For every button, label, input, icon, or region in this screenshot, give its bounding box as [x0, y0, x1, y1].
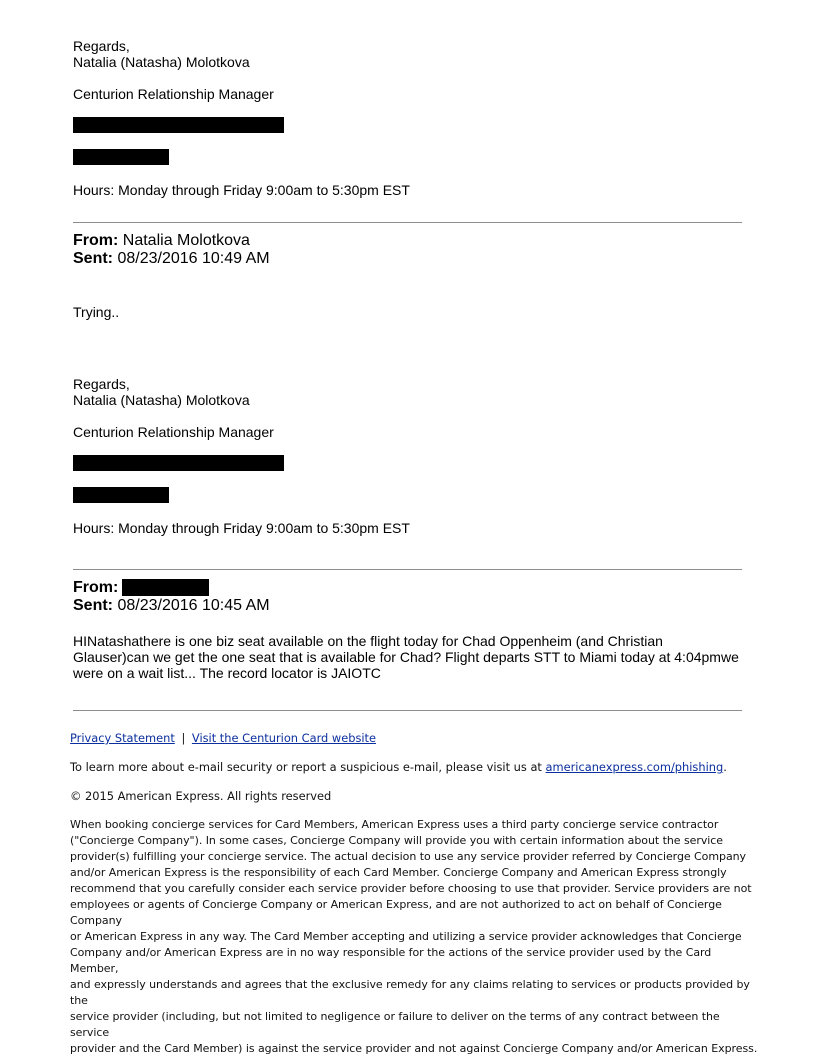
signature-name: Natalia (Natasha) Molotkova [73, 392, 250, 408]
from-label: From: [73, 232, 119, 249]
link-separator: | [181, 731, 186, 745]
phishing-link[interactable]: americanexpress.com/phishing [545, 760, 724, 774]
security-text: To learn more about e-mail security or report a suspicious e-mail, please visit us at [70, 760, 542, 774]
redaction-bar [73, 149, 169, 165]
signature-hours: Hours: Monday through Friday 9:00am to 5:30pm EST [73, 520, 410, 536]
disclaimer [70, 817, 760, 1057]
centurion-website-link[interactable]: Visit the Centurion Card website [191, 731, 377, 745]
disclaimer-line: Company and/or American Express are in no way responsible for the actions of the service provider used by the Card Member, [70, 946, 712, 975]
signature-name: Natalia (Natasha) Molotkova [73, 54, 250, 70]
redaction-bar [73, 117, 284, 133]
disclaimer-line: When booking concierge services for Card Members, American Express uses a third party concierge service contractor [70, 818, 719, 831]
message-sent [73, 250, 270, 268]
copyright: © 2015 American Express. All rights reserved [70, 789, 332, 803]
message-from [73, 232, 250, 250]
message-body: Trying.. [73, 304, 120, 320]
message-body-line: Glauser)can we get the one seat that is available for Chad? Flight departs STT to Miami today at 4:04pmwe [73, 649, 739, 665]
message-body-line: HINatashathere is one biz seat available on the flight today for Chad Oppenheim (and Christian [73, 633, 663, 649]
sent-value: 08/23/2016 10:49 AM [117, 250, 270, 267]
disclaimer-line: or American Express in any way. The Card Member accepting and utilizing a service provider acknowledges that Concierge [70, 930, 742, 943]
message-from [73, 579, 118, 597]
disclaimer-line: employees or agents of Concierge Company or American Express, and are not authorized to act on behalf of Concierge Company [70, 898, 722, 927]
security-period: . [723, 760, 727, 774]
sent-label: Sent: [73, 250, 113, 267]
sent-label: Sent: [73, 597, 113, 614]
redacted-sender [122, 579, 209, 596]
signature-regards: Regards, [73, 376, 130, 392]
disclaimer-line: provider and the Card Member) is against the service provider and not against Concierge Company and/or American Express. [70, 1042, 758, 1055]
disclaimer-line: recommend that you carefully consider each service provider before choosing to use that provider. Service providers are not [70, 882, 752, 895]
disclaimer-line: provider(s) fulfilling your concierge service. The actual decision to use any service provider referred by Concierge Company [70, 850, 747, 863]
signature-regards: Regards, [73, 38, 130, 54]
footer-links [70, 730, 376, 746]
signature-title: Centurion Relationship Manager [73, 424, 274, 440]
disclaimer-line: service provider (including, but not limited to negligence or failure to deliver on the terms of any contract between the service [70, 1010, 720, 1039]
from-value: Natalia Molotkova [122, 232, 250, 249]
privacy-statement-link[interactable]: Privacy Statement [70, 731, 175, 745]
divider [73, 569, 742, 570]
disclaimer-line: and expressly understands and agrees that the exclusive remedy for any claims relating to services or products provided by the [70, 978, 750, 1007]
disclaimer-line: and/or American Express is the responsibility of each Card Member. Concierge Company and American Express strongly [70, 866, 727, 879]
security-notice [70, 759, 727, 775]
signature-title: Centurion Relationship Manager [73, 86, 274, 102]
divider [73, 222, 742, 223]
message-sent [73, 597, 270, 615]
disclaimer-line: ("Concierge Company"). In some cases, Concierge Company will provide you with certain information about the service [70, 834, 724, 847]
redaction-bar [73, 455, 284, 471]
signature-hours: Hours: Monday through Friday 9:00am to 5:30pm EST [73, 182, 410, 198]
redaction-bar [73, 487, 169, 503]
divider [73, 710, 742, 711]
sent-value: 08/23/2016 10:45 AM [117, 597, 270, 614]
from-label: From: [73, 579, 119, 596]
message-body-line: were on a wait list... The record locator is JAIOTC [73, 665, 381, 681]
